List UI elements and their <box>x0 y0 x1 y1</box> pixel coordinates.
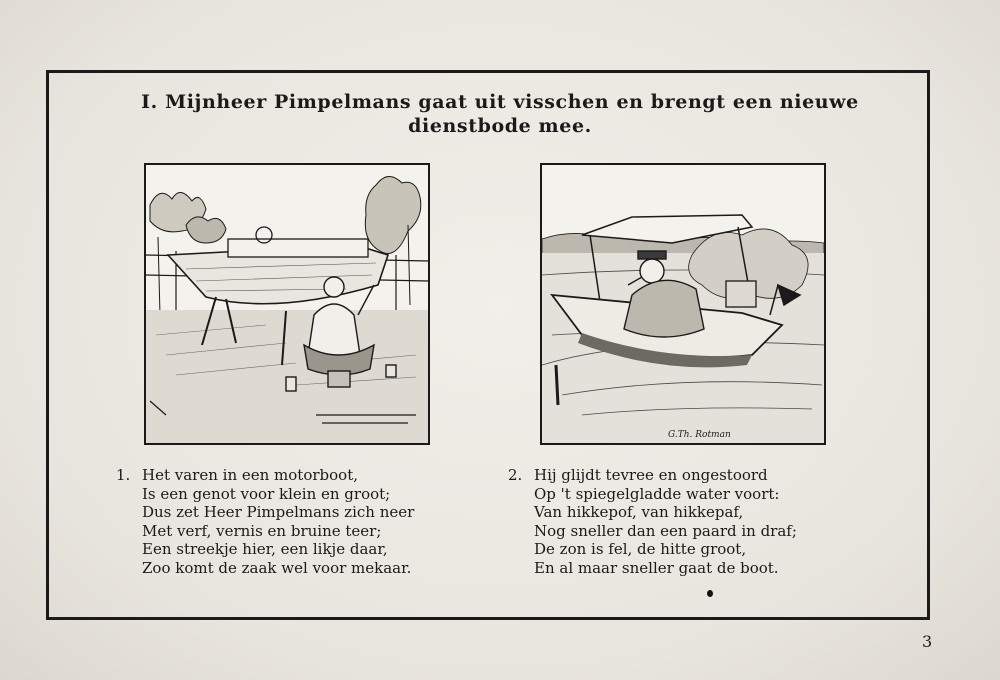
title-line-2: dienstbode mee. <box>408 115 592 137</box>
verse-line: Zoo komt de zaak wel voor mekaar. <box>142 558 412 577</box>
verse-line: Op 't spiegelgladde water voort: <box>534 484 780 503</box>
boat-painting-drawing <box>146 165 428 443</box>
verse-number: 1. <box>116 466 131 484</box>
verse-line: En al maar sneller gaat de boot. <box>534 558 779 577</box>
ink-dot <box>707 590 713 597</box>
verse-line: Een streekje hier, een likje daar, <box>142 540 388 558</box>
boat-sailing-illustration <box>540 163 826 445</box>
artist-signature: G.Th. Rotman <box>668 430 731 440</box>
verse-lines <box>534 466 797 577</box>
boat-sailing-drawing <box>542 165 824 443</box>
page-number: 3 <box>922 632 933 651</box>
verse-number: 2. <box>508 466 523 484</box>
verse-line: Is een genot voor klein en groot; <box>142 484 391 503</box>
verse-line: Met verf, vernis en bruine teer; <box>142 521 382 540</box>
verse-line: De zon is fel, de hitte groot, <box>534 540 747 558</box>
verse-line: Hij glijdt tevree en ongestoord <box>534 466 768 484</box>
verse-lines <box>142 466 414 577</box>
title-line-1: I. Mijnheer Pimpelmans gaat uit visschen en brengt een nieuwe <box>141 91 859 113</box>
boat-painting-illustration <box>144 163 430 445</box>
verse-line: Dus zet Heer Pimpelmans zich neer <box>142 503 415 521</box>
verse-line: Nog sneller dan een paard in draf; <box>534 521 797 540</box>
verse-line: Van hikkepof, van hikkepaf, <box>534 503 744 521</box>
verse-line: Het varen in een motorboot, <box>142 466 358 484</box>
page-title <box>100 90 900 138</box>
